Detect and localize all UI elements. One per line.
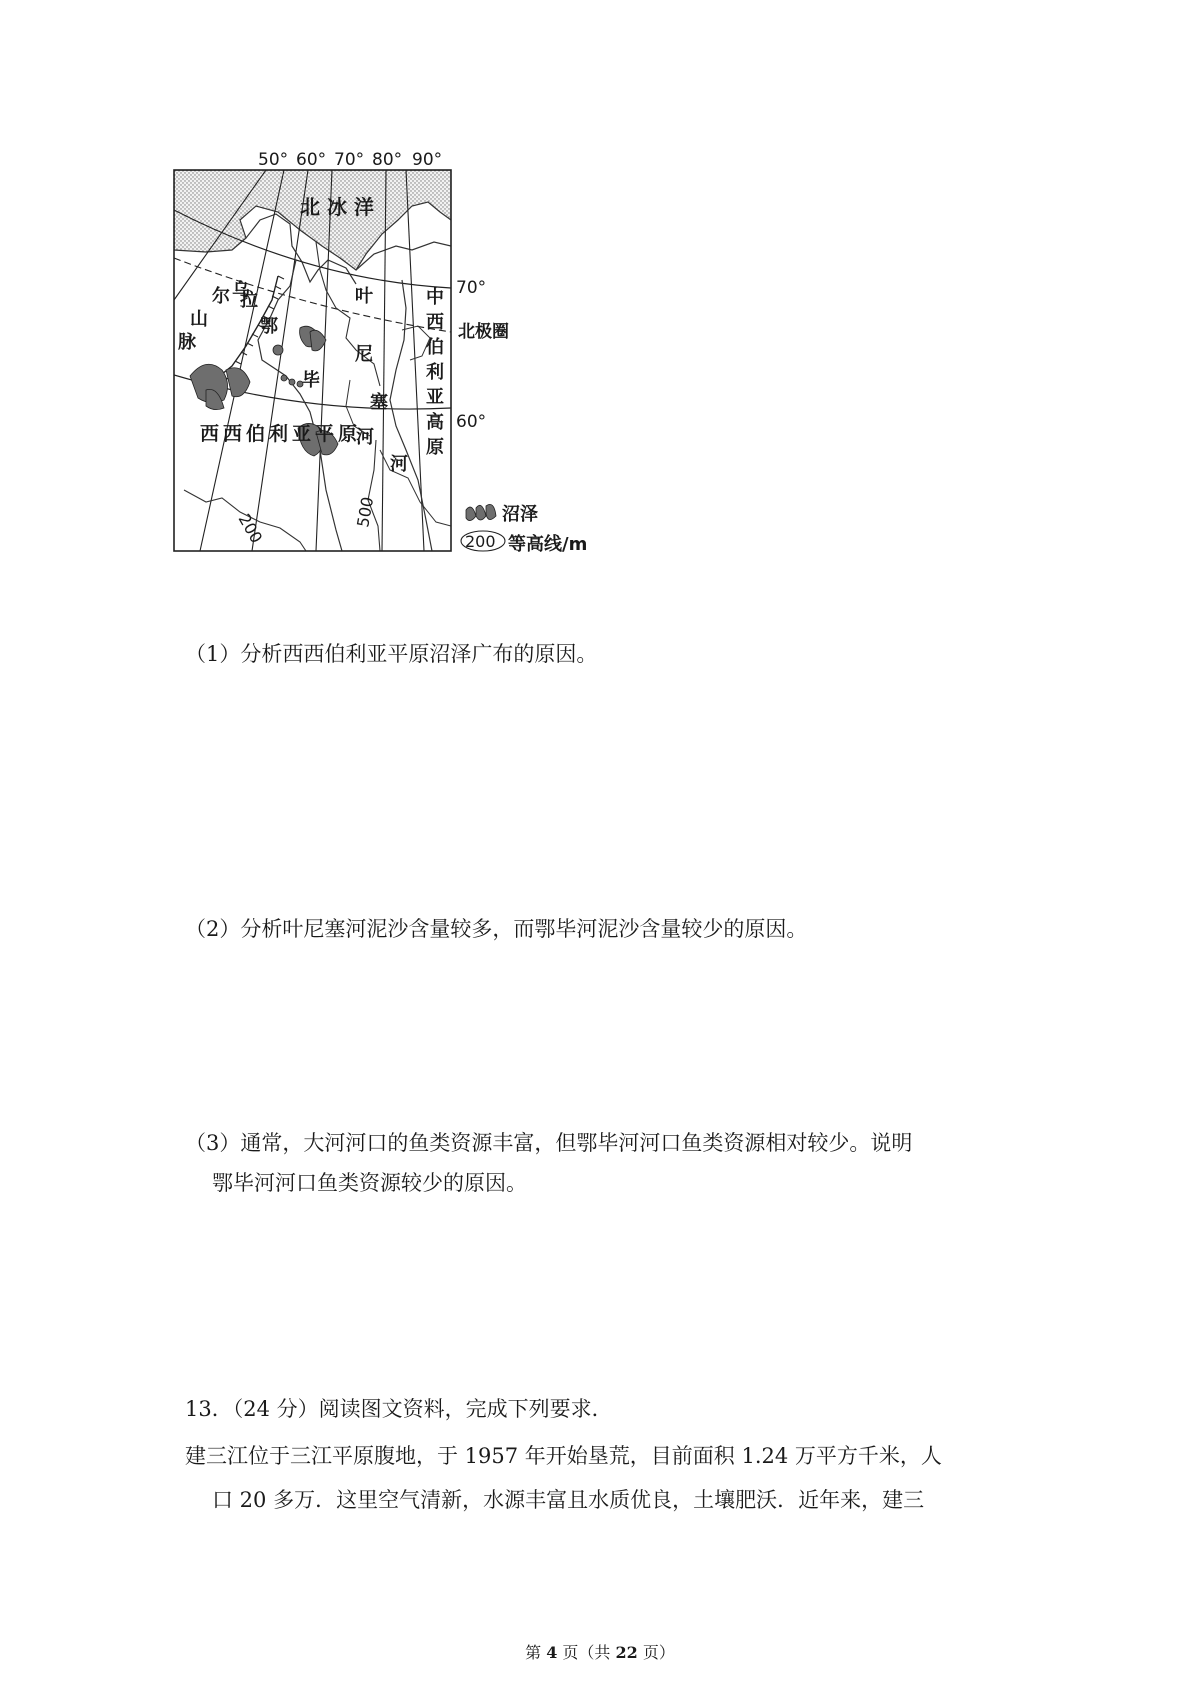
- contour-500-line: [368, 440, 380, 551]
- yenisei-char: 塞: [370, 392, 388, 413]
- legend-contour-value: 200: [465, 532, 496, 551]
- ural-char: 脉: [178, 332, 196, 353]
- plateau-char: 原: [426, 437, 444, 458]
- map-figure: [150, 150, 670, 605]
- lon-label: 70°: [334, 150, 365, 170]
- ob-river-he: 河: [356, 427, 374, 448]
- ural-char: 拉: [240, 290, 258, 311]
- footer-suffix: 页）: [642, 1643, 675, 1662]
- plateau-char: 高: [426, 412, 444, 433]
- footer-total-pages: 22: [615, 1643, 638, 1662]
- ocean-label: 北 冰 洋: [300, 195, 374, 219]
- lon-label: 80°: [372, 150, 403, 170]
- ural-char: 山: [190, 309, 208, 330]
- lon-label: 60°: [296, 150, 327, 170]
- question-1: （1）分析西西伯利亚平原沼泽广布的原因。: [185, 642, 598, 666]
- ob-char: 鄂: [260, 316, 278, 337]
- lat-60-label: 60°: [456, 412, 487, 432]
- plateau-char: 中: [426, 287, 444, 308]
- ural-char: 尔: [212, 286, 230, 307]
- plateau-char: 利: [426, 362, 444, 383]
- ob-char: 毕: [302, 370, 320, 391]
- question-3-line-2: 鄂毕河河口鱼类资源较少的原因。: [212, 1171, 527, 1195]
- footer-page-number: 4: [546, 1643, 558, 1662]
- contour-500-label: 500: [353, 495, 378, 529]
- ocean-area: [174, 170, 451, 270]
- legend-swamp-label: 沼泽: [502, 504, 538, 525]
- question-3: [185, 1123, 1025, 1203]
- footer-prefix: 第: [525, 1643, 542, 1662]
- question-13-header: 13．（24 分）阅读图文资料，完成下列要求．: [185, 1397, 613, 1421]
- arctic-circle-label: 北极圈: [458, 322, 509, 342]
- plateau-char: 西: [426, 312, 444, 333]
- swamp-legend-icon: [466, 504, 496, 520]
- lat-70-label: 70°: [456, 278, 487, 298]
- ural-char: 乌: [232, 280, 250, 301]
- legend: [461, 504, 587, 555]
- west-plain-label: 西西伯利亚平原: [200, 423, 362, 445]
- question-13-paragraph: [185, 1434, 1015, 1522]
- yenisei-river-he: 河: [390, 454, 408, 475]
- legend-contour-label: 等高线/m: [508, 534, 588, 555]
- page-footer: [0, 1640, 1200, 1663]
- yenisei-char: 叶: [355, 286, 373, 307]
- lon-label: 50°: [258, 150, 289, 170]
- contour-200-label: 200: [234, 510, 267, 547]
- footer-middle: 页（共: [562, 1643, 611, 1662]
- plateau-char: 亚: [426, 387, 444, 408]
- west-siberia-map: [150, 150, 670, 605]
- paragraph-line-1: 建三江位于三江平原腹地，于 1957 年开始垦荒，目前面积 1.24 万平方千米，人: [185, 1444, 942, 1468]
- question-3-line-1: （3）通常，大河河口的鱼类资源丰富，但鄂毕河河口鱼类资源相对较少。说明: [185, 1131, 913, 1155]
- plateau-char: 伯: [426, 337, 444, 358]
- paragraph-line-2: 口 20 多万．这里空气清新，水源丰富且水质优良，土壤肥沃．近年来，建三: [212, 1488, 925, 1512]
- lon-label: 90°: [412, 150, 443, 170]
- question-2: （2）分析叶尼塞河泥沙含量较多，而鄂毕河泥沙含量较少的原因。: [185, 917, 808, 941]
- yenisei-char: 尼: [355, 344, 373, 365]
